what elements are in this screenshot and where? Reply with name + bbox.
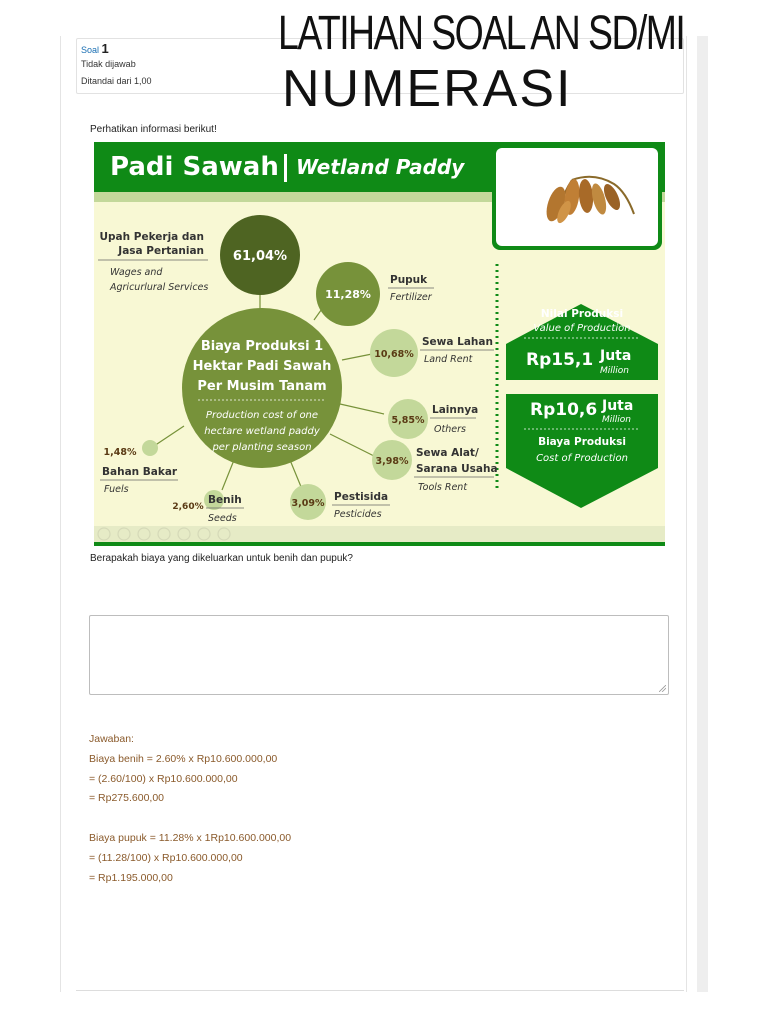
value-title-en: Value of Production [533,323,631,334]
label-lainnya: Lainnya [432,404,479,416]
cost-unit: Juta [602,398,634,414]
bottom-divider [76,990,684,991]
center-en-1: Production cost of one [205,410,319,421]
headline-subtitle: NUMERASI [282,60,573,118]
answer-line: = (2.60/100) x Rp10.600.000,00 [89,772,238,785]
cost-amount: Rp10,6 [530,400,598,420]
label-bahan-bakar: Bahan Bakar [102,466,178,478]
resize-handle-icon[interactable] [659,685,666,692]
center-line-2: Hektar Padi Sawah [192,359,332,374]
cost-unit-en: Million [602,415,631,425]
label-upah-1: Upah Pekerja dan [99,231,204,243]
label-sewa-alat-en: Tools Rent [418,482,468,493]
bubble-pestisida-value: 3,09% [291,498,325,509]
scrollbar-track[interactable] [697,36,708,992]
label-pestisida-en: Pesticides [334,509,382,520]
infographic-image [94,142,665,546]
page-right-border [686,36,687,992]
infographic-title-en: Wetland Paddy [296,155,465,179]
label-pupuk-en: Fertilizer [390,292,432,303]
answer-textarea[interactable] [89,615,669,695]
answer-line: = (11.28/100) x Rp10.600.000,00 [89,851,243,864]
question-label: Soal [81,45,100,55]
cost-title: Biaya Produksi [538,436,626,448]
answer-line: Biaya benih = 2.60% x Rp10.600.000,00 [89,752,278,765]
bubble-pupuk-value: 11,28% [325,288,371,301]
answer-key [89,730,291,888]
bubble-upah-value: 61,04% [232,249,288,264]
question-number: 1 [101,41,109,56]
bubble-sewa-alat-value: 3,98% [375,456,409,467]
label-upah-en-1: Wages and [110,267,163,278]
bubble-sewa-lahan-value: 10,68% [374,349,414,360]
center-en-3: per planting season [212,442,312,453]
label-upah-en-2: Agricurlural Services [110,282,209,293]
label-sewa-lahan: Sewa Lahan [422,336,493,348]
label-bahan-bakar-en: Fuels [104,484,129,495]
center-line-1: Biaya Produksi 1 [200,339,324,354]
value-title: Nilai Produksi [540,308,624,320]
bubble-benih-value: 2,60% [172,502,204,512]
bubble-bahan-bakar-value: 1,48% [103,447,137,458]
label-upah-2: Jasa Pertanian [118,245,204,257]
bubble-lainnya-value: 5,85% [391,415,425,426]
answer-line: Jawaban: [89,733,134,745]
question-status: Tidak dijawab [81,59,136,69]
answer-line: = Rp1.195.000,00 [89,871,173,884]
cost-title-en: Cost of Production [536,453,628,464]
answer-line: Biaya pupuk = 11.28% x 1Rp10.600.000,00 [89,831,292,844]
infographic-title: Padi Sawah [110,152,279,182]
answer-line: = Rp275.600,00 [89,792,165,805]
answer-line [89,809,291,829]
question-number-line [81,41,109,56]
label-sewa-alat-2: Sarana Usaha [416,463,498,475]
question-text: Berapakah biaya yang dikeluarkan untuk benih dan pupuk? [90,553,353,564]
value-unit-en: Million [600,366,629,376]
value-unit: Juta [600,348,632,364]
label-benih: Benih [208,494,242,506]
question-prompt: Perhatikan informasi berikut! [90,124,217,135]
headline-title: LATIHAN SOAL AN SD/MI [278,7,685,60]
center-line-3: Per Musim Tanam [197,379,327,394]
label-pestisida: Pestisida [334,491,389,503]
label-lainnya-en: Others [434,424,466,435]
label-sewa-alat-1: Sewa Alat/ [416,447,479,459]
question-mark-value: Ditandai dari 1,00 [81,76,152,86]
center-en-2: hectare wetland paddy [204,426,320,437]
value-amount: Rp15,1 [526,350,594,370]
label-benih-en: Seeds [208,513,237,524]
label-pupuk: Pupuk [390,274,428,286]
label-sewa-lahan-en: Land Rent [424,354,473,365]
page-left-border [60,36,61,992]
